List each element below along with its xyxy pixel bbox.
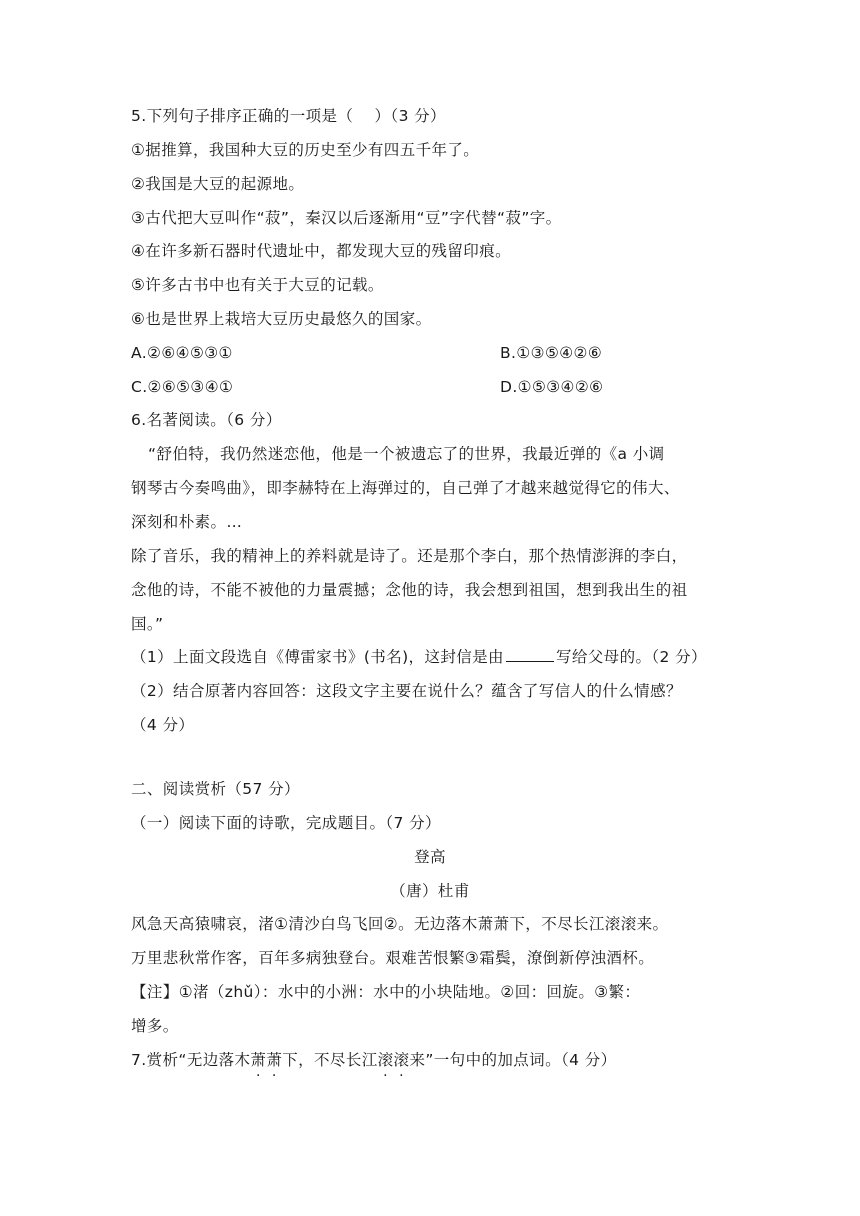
poem-note: 【注】①渚（zhǔ）：水中的小洲：水中的小块陆地。②回：回旋。③繁： [131,983,641,1001]
q6-stem: 6.名著阅读。（6 分） [131,411,282,429]
q7-text-1: 7.赏析“无边落木 [131,1051,251,1069]
q6-sub1-text-after: 写给父母的。（2 分） [555,648,707,666]
q7-text-3: 来”一句中的加点词。（4 分） [409,1051,617,1069]
q5-sentence-4: ④在许多新石器时代遗址中，都发现大豆的残留印痕。 [131,242,511,260]
q5-option-b: B.①③⑤④②⑥ [500,344,603,362]
poem-line-2: 万里悲秋常作客，百年多病独登台。艰难苦恨繁③霜鬓，潦倒新停浊酒杯。 [131,949,655,967]
q6-passage-line-6: 国。” [131,615,164,633]
q7-text-2: 下，不尽长江 [282,1051,378,1069]
q5-sentence-3: ③古代把大豆叫作“菽”，秦汉以后逐渐用“豆”字代替“菽”字。 [131,209,562,227]
poem-title: 登高 [414,848,446,866]
q6-sub-question-2-points: （4 分） [131,716,195,734]
q5-sentence-2: ②我国是大豆的起源地。 [131,175,305,193]
q7-dotted-char: 萧 [250,1051,267,1069]
q6-passage-line-2: 钢琴古今奏鸣曲》，即李赫特在上海弹过的，自己弹了才越来越觉得它的伟大、 [131,479,680,497]
q6-sub1-text-before: （1）上面文段选自《傅雷家书》(书名)，这封信是由 [131,648,504,666]
q7-dotted-char: 萧 [266,1051,283,1069]
q5-sentence-6: ⑥也是世界上栽培大豆历史最悠久的国家。 [131,310,432,328]
q6-passage-line-5: 念他的诗，不能不被他的力量震撼；念他的诗，我会想到祖国，想到我出生的祖 [131,581,688,599]
q7-dotted-word-2 [378,1051,410,1069]
q7-dotted-word-1 [250,1051,282,1069]
section-heading: 二、阅读赏析（57 分） [131,780,300,798]
poem-author: （唐）杜甫 [390,882,470,900]
section-part-1: （一）阅读下面的诗歌，完成题目。（7 分） [131,814,441,832]
answer-blank[interactable] [506,647,554,662]
q6-sub-question-1 [131,647,707,667]
q5-sentence-5: ⑤许多古书中也有关于大豆的记载。 [131,276,384,294]
q6-passage-line-3: 深刻和朴素。… [131,513,243,531]
q6-passage-line-1: “舒伯特，我仍然迷恋他，他是一个被遗忘了的世界，我最近弹的《a 小调 [148,445,665,463]
q5-option-c: C.②⑥⑤③④① [131,378,234,396]
q5-stem: 5.下列句子排序正确的一项是（ ）（3 分） [131,107,446,125]
q5-option-a: A.②⑥④⑤③① [131,344,233,362]
poem-line-1: 风急天高猿啸哀，渚①清沙白鸟飞回②。无边落木萧萧下，不尽长江滚滚来。 [131,915,669,933]
q7-dotted-char: 滚 [393,1051,410,1069]
q6-passage-line-4: 除了音乐，我的精神上的养料就是诗了。还是那个李白，那个热情澎湃的李白， [131,547,688,565]
poem-note-continued: 增多。 [131,1017,179,1035]
q7-stem [131,1050,617,1070]
q6-sub-question-2: （2）结合原著内容回答：这段文字主要在说什么？蕴含了写信人的什么情感？ [131,682,682,700]
q7-dotted-char: 滚 [377,1051,394,1069]
q5-option-d: D.①⑤③④②⑥ [500,378,604,396]
q5-sentence-1: ①据推算，我国种大豆的历史至少有四五千年了。 [131,141,480,159]
